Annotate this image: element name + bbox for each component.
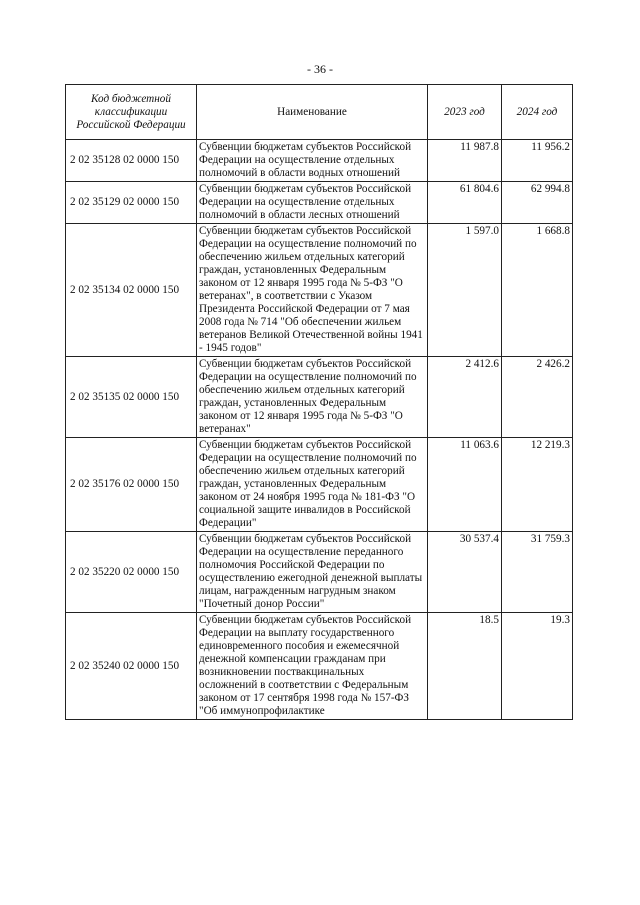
row-value-2023: 11 987.8 <box>428 140 502 182</box>
row-value-2024: 1 668.8 <box>502 224 573 357</box>
header-code: Код бюджетной классификации Российской Федерации <box>66 85 197 140</box>
row-name: Субвенции бюджетам субъектов Российской Федерации на выплату государственного единовременного пособия и ежемесячной денежной компенсации гражданам при возникновении поствакцинальных осложнений в соответствии с Федеральным законом от 17 сентября 1998 года № 157-ФЗ "Об иммунопрофилактике <box>197 613 428 720</box>
budget-table <box>65 84 573 720</box>
table-row <box>66 532 573 613</box>
row-name: Субвенции бюджетам субъектов Российской Федерации на осуществление полномочий по обеспечению жильем отдельных категорий граждан, установленных Федеральным законом от 24 ноября 1995 года № 181-ФЗ "О социальной защите инвалидов в Российской Федерации" <box>197 438 428 532</box>
row-value-2023: 61 804.6 <box>428 182 502 224</box>
row-name: Субвенции бюджетам субъектов Российской Федерации на осуществление отдельных полномочий в области лесных отношений <box>197 182 428 224</box>
row-value-2023: 1 597.0 <box>428 224 502 357</box>
row-value-2023: 30 537.4 <box>428 532 502 613</box>
table-row <box>66 438 573 532</box>
row-value-2023: 11 063.6 <box>428 438 502 532</box>
row-code: 2 02 35176 02 0000 150 <box>66 438 197 532</box>
row-code: 2 02 35135 02 0000 150 <box>66 357 197 438</box>
row-code: 2 02 35129 02 0000 150 <box>66 182 197 224</box>
header-year-2024: 2024 год <box>502 85 573 140</box>
row-value-2024: 62 994.8 <box>502 182 573 224</box>
row-code: 2 02 35128 02 0000 150 <box>66 140 197 182</box>
row-value-2024: 31 759.3 <box>502 532 573 613</box>
header-year-2023: 2023 год <box>428 85 502 140</box>
row-code: 2 02 35240 02 0000 150 <box>66 613 197 720</box>
row-value-2024: 19.3 <box>502 613 573 720</box>
row-value-2024: 12 219.3 <box>502 438 573 532</box>
table-row <box>66 224 573 357</box>
table-row <box>66 613 573 720</box>
table-row <box>66 182 573 224</box>
row-name: Субвенции бюджетам субъектов Российской Федерации на осуществление полномочий по обеспечению жильем отдельных категорий граждан, установленных Федеральным законом от 12 января 1995 года № 5-ФЗ "О ветеранах", в соответствии с Указом Президента Российской Федерации от 7 мая 2008 года № 714 "Об обеспечении жильем ветеранов Великой Отечественной войны 1941 - 1945 годов" <box>197 224 428 357</box>
row-code: 2 02 35134 02 0000 150 <box>66 224 197 357</box>
row-value-2024: 11 956.2 <box>502 140 573 182</box>
page-number: - 36 - <box>307 62 333 76</box>
table-header-row <box>66 85 573 140</box>
row-name: Субвенции бюджетам субъектов Российской Федерации на осуществление полномочий по обеспечению жильем отдельных категорий граждан, установленных Федеральным законом от 12 января 1995 года № 5-ФЗ "О ветеранах" <box>197 357 428 438</box>
row-name: Субвенции бюджетам субъектов Российской Федерации на осуществление отдельных полномочий в области водных отношений <box>197 140 428 182</box>
row-value-2024: 2 426.2 <box>502 357 573 438</box>
table-row <box>66 140 573 182</box>
header-name: Наименование <box>197 85 428 140</box>
row-value-2023: 18.5 <box>428 613 502 720</box>
row-value-2023: 2 412.6 <box>428 357 502 438</box>
table-row <box>66 357 573 438</box>
row-code: 2 02 35220 02 0000 150 <box>66 532 197 613</box>
row-name: Субвенции бюджетам субъектов Российской Федерации на осуществление переданного полномочия Российской Федерации по осуществлению ежегодной денежной выплаты лицам, награжденным нагрудным знаком "Почетный донор России" <box>197 532 428 613</box>
